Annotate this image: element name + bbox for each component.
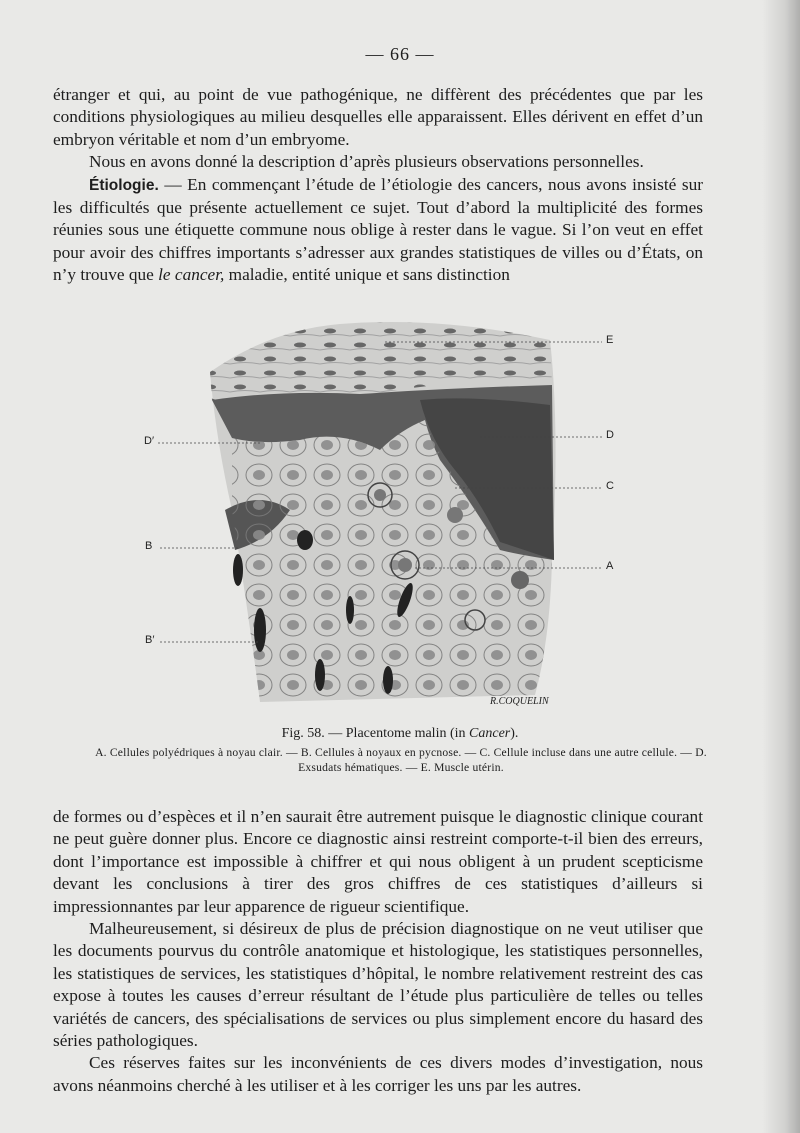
figure-label-b: B — [145, 540, 153, 552]
paragraph — [53, 918, 703, 1052]
paragraph — [53, 84, 703, 151]
paragraph-text: Nous en avons donné la description d’après plusieurs observations personnelles. — [89, 152, 644, 172]
artist-signature: R.COQUELIN — [490, 696, 549, 707]
paragraph-text: Ces réserves faites sur les inconvénients de ces divers modes d’investigation, nous avons néanmoins cherché à les utiliser et à les corriger les uns par les autres. — [53, 1053, 703, 1095]
page-number: — 66 — — [365, 44, 435, 64]
paragraph — [53, 1052, 703, 1097]
figure-label-e: E — [606, 334, 614, 346]
figure-legend: A. Cellules polyédriques à noyau clair. — B. Cellules à noyaux en pycnose. — C. Cellule incluse dans une autre cellule. — D. Exsudats hématiques. — E. Muscle utérin. — [95, 746, 707, 774]
text-block-bottom — [53, 806, 703, 1097]
figure-label-b-prime: B′ — [145, 634, 155, 646]
text-block-top — [53, 84, 703, 287]
italic-text: le cancer, — [158, 265, 225, 285]
histology-figure — [140, 310, 630, 720]
paragraph-text: étranger et qui, au point de vue pathogénique, ne diffèrent des précédentes que par les conditions physiologiques au milieu desquelles elle apparaissent. Elles dérivent en effet d’un embryon véritable et nom d’un embryome. — [53, 85, 703, 149]
figure-label-d-prime: D′ — [144, 435, 155, 447]
paragraph — [53, 806, 703, 918]
paragraph-etiologie — [53, 174, 703, 287]
paragraph — [53, 151, 703, 173]
figure-label-d: D — [606, 429, 614, 441]
section-heading: Étiologie. — [89, 176, 159, 194]
histology-drawing — [140, 310, 630, 720]
paragraph-text: Malheureusement, si désireux de plus de précision diagnostique on ne veut utiliser que les documents pourvus du contrôle anatomique et histologique, les statistiques personnelles, les statistiques de services, les statistiques d’hôpital, le nombre relativement restreint des cas expose à toutes les causes d’erreur résultant de l’étude plus particulière de telles ou telles variétés de cancers, des spécialisations de services ou plus simplement encore du hasard des séries pathologiques. — [53, 919, 703, 1051]
paragraph-text: maladie, entité unique et sans distinction — [224, 265, 510, 285]
figure-label-a: A — [606, 560, 614, 572]
page-edge-shadow — [762, 0, 800, 1133]
caption-prefix: Fig. 58. — Placentome malin (in — [281, 726, 470, 741]
paragraph-text: de formes ou d’espèces et il n’en saurait être autrement puisque le diagnostic clinique courant ne peut guère donner plus. Encore ce diagnostic ainsi restreint comporte-t-il bien des erreurs, dont l’importance est impossible à chiffrer et qui nous obligent à un prudent scepticisme devant les conclusions à tirer des gros chiffres de ces statistiques d’ailleurs si impressionnantes par leur apparence de rigueur scientifique. — [53, 807, 703, 916]
caption-italic: Cancer — [469, 726, 511, 741]
figure-caption — [0, 726, 800, 742]
paragraph-text: — En commençant l’étude de l’étiologie des cancers, nous avons insisté sur les difficultés que présente actuellement ce sujet. Tout d’abord la multiplicité des formes réunies sous une étiquette commune nous oblige à rester dans le vague. Si l’on veut en effet pour avoir des chiffres importants s’adresser aux grandes statistiques de villes ou d’États, on n’y trouve que — [53, 174, 703, 285]
figure-label-c: C — [606, 480, 614, 492]
caption-suffix: ). — [510, 726, 519, 741]
